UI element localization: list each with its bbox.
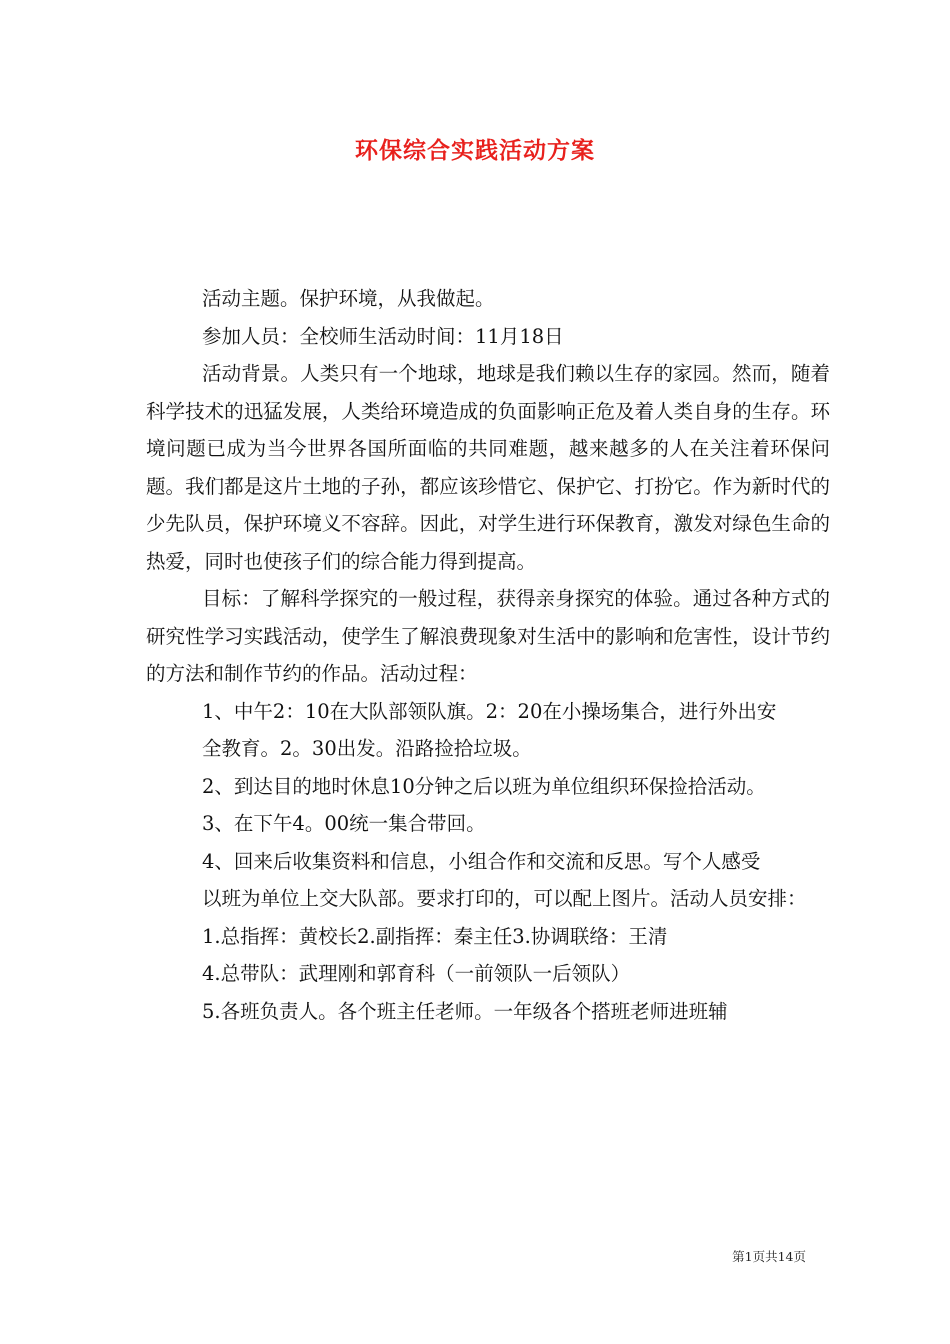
- paragraph-staff-1: 1.总指挥：黄校长2.副指挥：秦主任3.协调联络：王清: [202, 924, 668, 948]
- paragraph-step-4-cont: 以班为单位上交大队部。要求打印的，可以配上图片。活动人员安排：: [202, 887, 807, 910]
- document-body: [146, 280, 830, 1030]
- paragraph-goals: 目标：了解科学探究的一般过程，获得亲身探究的体验。通过各种方式的研究性学习实践活动，使学生了解浪费现象对生活中的影响和危害性，设计节约的方法和制作节约的作品。活动过程：: [146, 587, 830, 685]
- page-number: 第1页共14页: [732, 1249, 806, 1264]
- paragraph-step-4: 4、回来后收集资料和信息，小组合作和交流和反思。写个人感受: [202, 849, 761, 873]
- paragraph-step-1: 1、中午2：10在大队部领队旗。2：20在小操场集合，进行外出安: [202, 699, 777, 723]
- paragraph-step-2: 2、到达目的地时休息10分钟之后以班为单位组织环保捡拾活动。: [202, 774, 766, 798]
- paragraph-theme: 活动主题。保护环境，从我做起。: [202, 287, 495, 310]
- paragraph-background: 活动背景。人类只有一个地球，地球是我们赖以生存的家园。然而，随着科学技术的迅猛发展，人类给环境造成的负面影响正危及着人类自身的生存。环境问题已成为当今世界各国所面临的共同难题，越来越多的人在关注着环保问题。我们都是这片土地的子孙，都应该珍惜它、保护它、打扮它。作为新时代的少先队员，保护环境义不容辞。因此，对学生进行环保教育，激发对绿色生命的热爱，同时也使孩子们的综合能力得到提高。: [146, 362, 830, 573]
- paragraph-participants: 参加人员：全校师生活动时间：11月18日: [202, 324, 564, 348]
- paragraph-staff-3: 5.各班负责人。各个班主任老师。一年级各个搭班老师进班辅: [202, 999, 728, 1023]
- document-title: 环保综合实践活动方案: [355, 137, 595, 164]
- paragraph-staff-2: 4.总带队：武理刚和郭育科（一前领队一后领队）: [202, 962, 631, 985]
- paragraph-step-1-cont: 全教育。2。30出发。沿路捡拾垃圾。: [202, 737, 532, 760]
- paragraph-step-3: 3、在下午4。00统一集合带回。: [202, 812, 486, 835]
